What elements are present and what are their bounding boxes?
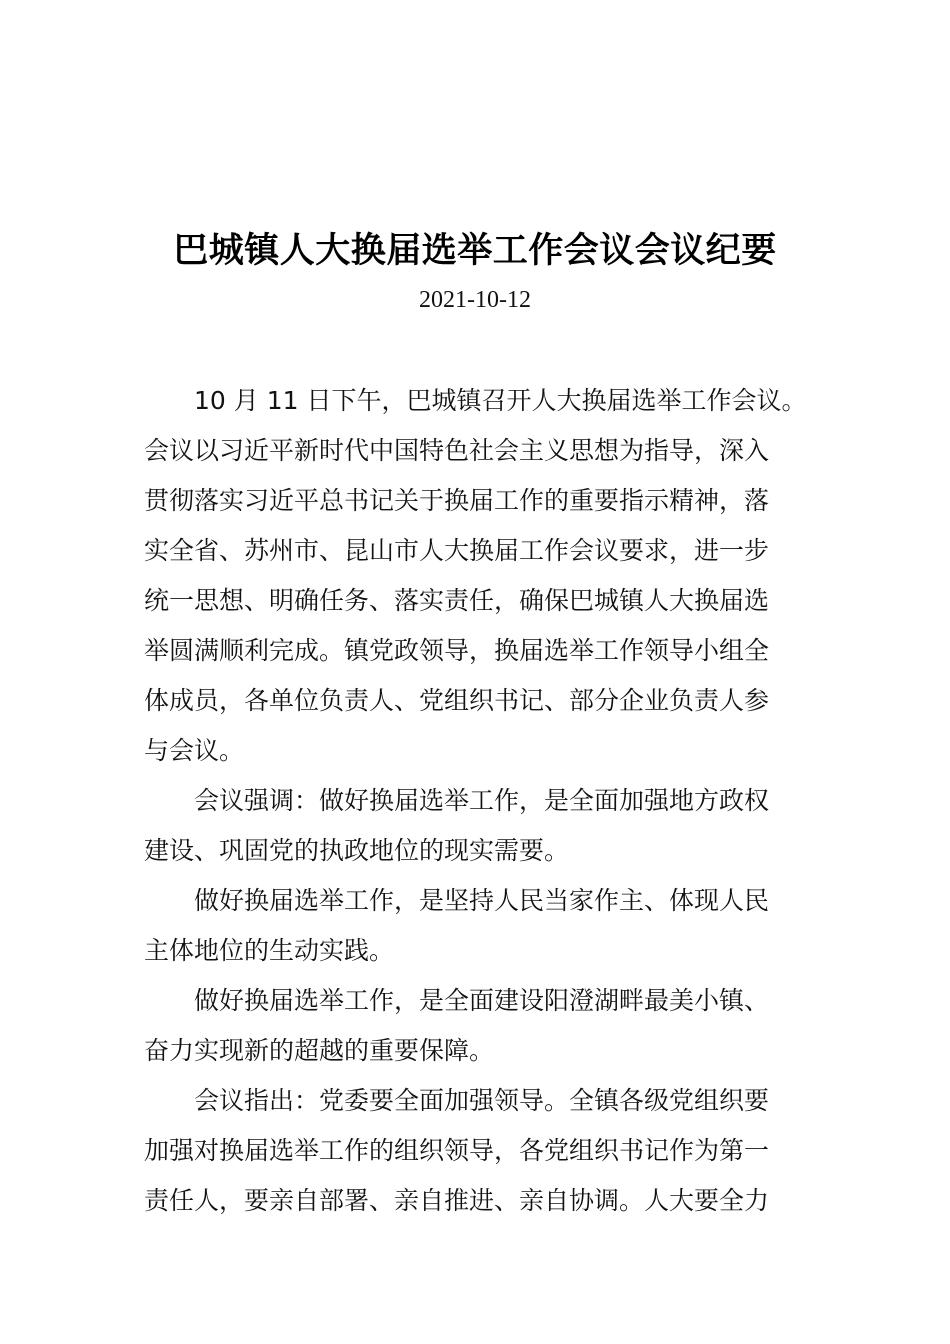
text-line: 做好换届选举工作，是坚持人民当家作主、体现人民 — [194, 886, 770, 915]
text-line: 举圆满顺利完成。镇党政领导，换届选举工作领导小组全 — [144, 636, 770, 665]
text-line: 主体地位的生动实践。 — [144, 936, 395, 965]
text-line: 10 月 11 日下午，巴城镇召开人大换届选举工作会议。 — [194, 386, 807, 415]
text-line: 责任人，要亲自部署、亲自推进、亲自协调。人大要全力 — [144, 1186, 770, 1215]
text-line: 贯彻落实习近平总书记关于换届工作的重要指示精神，落 — [144, 486, 770, 515]
text-line: 建设、巩固党的执政地位的现实需要。 — [144, 836, 570, 865]
text-line: 会议以习近平新时代中国特色社会主义思想为指导，深入 — [144, 436, 770, 465]
document-body — [144, 376, 809, 1226]
text-line: 统一思想、明确任务、落实责任，确保巴城镇人大换届选 — [144, 586, 770, 615]
document-date: 2021-10-12 — [419, 287, 531, 313]
text-line: 体成员，各单位负责人、党组织书记、部分企业负责人参 — [144, 686, 770, 715]
paragraph — [144, 376, 809, 776]
text-line: 会议强调：做好换届选举工作，是全面加强地方政权 — [194, 786, 770, 815]
paragraph — [144, 976, 809, 1076]
text-line: 会议指出：党委要全面加强领导。全镇各级党组织要 — [194, 1086, 770, 1115]
paragraph — [144, 1076, 809, 1226]
text-line: 做好换届选举工作，是全面建设阳澄湖畔最美小镇、 — [194, 986, 770, 1015]
paragraph — [144, 876, 809, 976]
text-line: 加强对换届选举工作的组织领导，各党组织书记作为第一 — [144, 1136, 770, 1165]
text-line: 实全省、苏州市、昆山市人大换届工作会议要求，进一步 — [144, 536, 770, 565]
text-line: 奋力实现新的超越的重要保障。 — [144, 1036, 495, 1065]
document-title: 巴城镇人大换届选举工作会议会议纪要 — [173, 231, 777, 271]
text-line: 与会议。 — [144, 736, 245, 765]
paragraph — [144, 776, 809, 876]
